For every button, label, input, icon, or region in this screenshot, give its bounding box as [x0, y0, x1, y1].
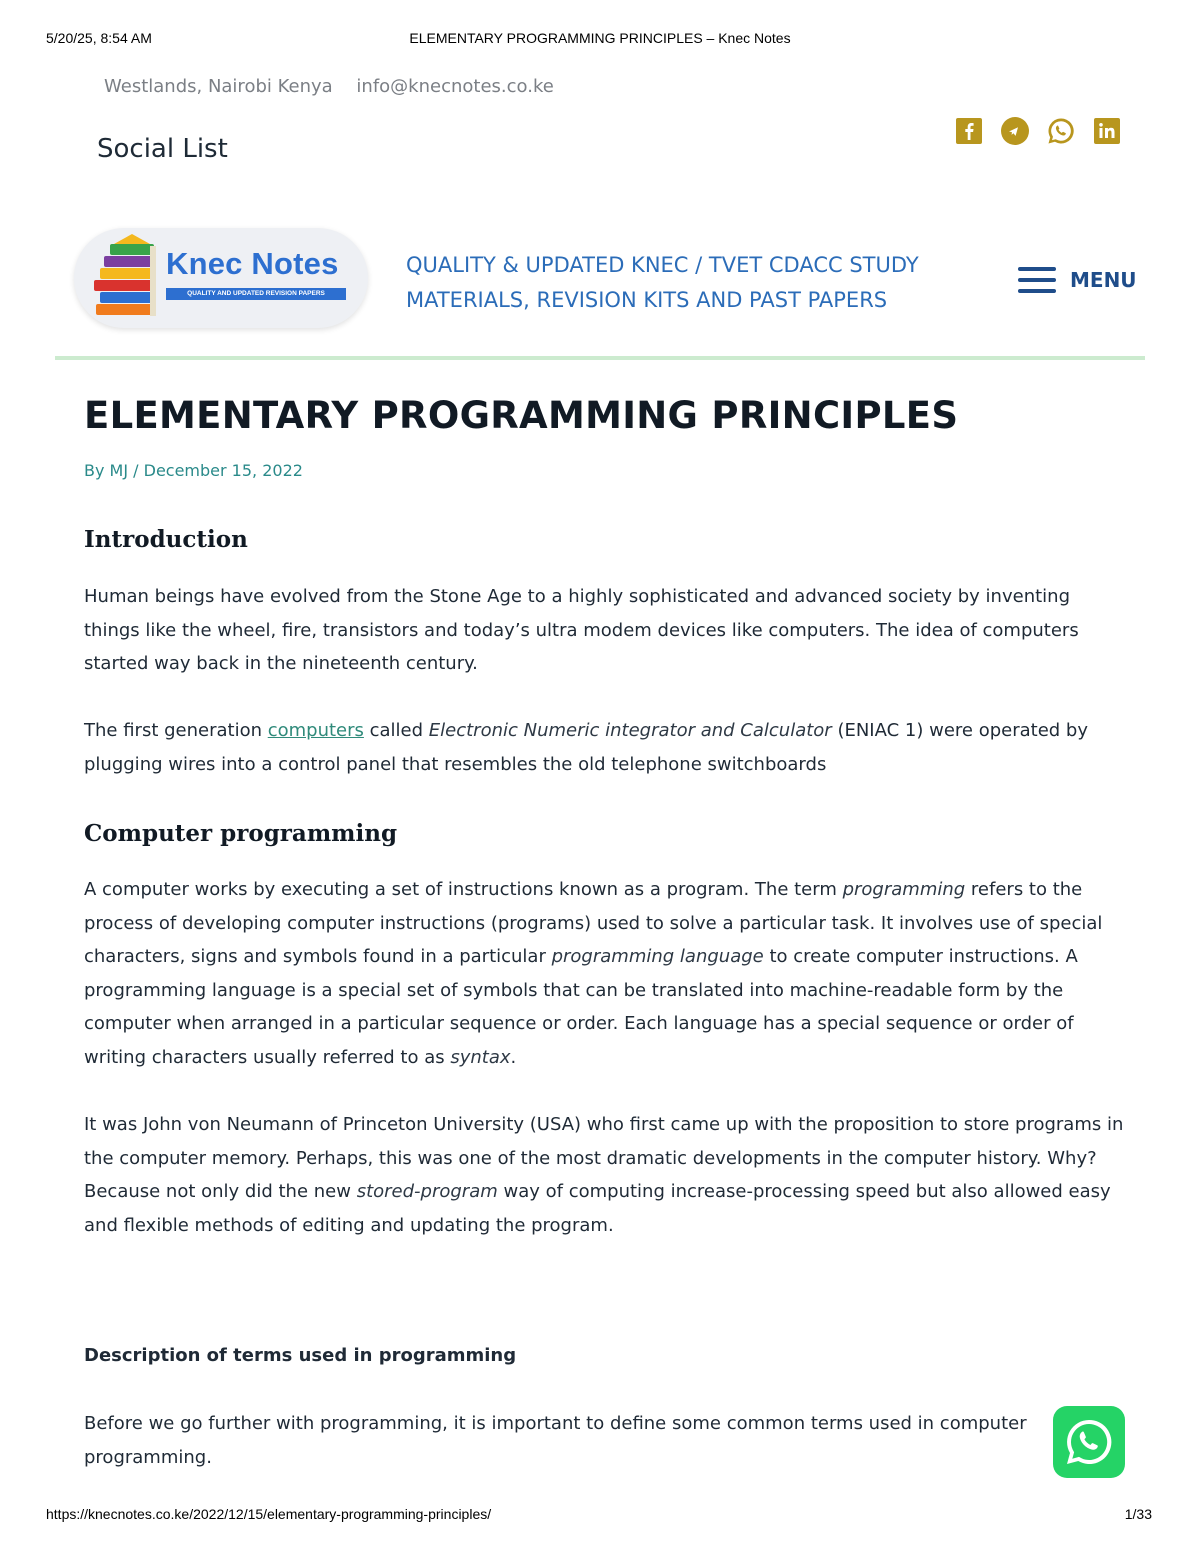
whatsapp-icon[interactable]	[1046, 116, 1076, 146]
text-fragment: to create computer instructions. A programming language is a special set of symbols that can be translated into machine-readable form by the computer when arranged in a particular sequence or order. Each language has a special sequence or order of writing characters usually referred to as	[84, 946, 1078, 1068]
whatsapp-float-icon	[1063, 1416, 1115, 1468]
emphasis-text: programming	[842, 879, 966, 900]
text-fragment: A computer works by executing a set of instructions known as a program. The term	[84, 879, 843, 900]
intro-heading: Introduction	[84, 526, 248, 553]
emphasis-text: programming language	[551, 946, 764, 968]
logo-name: Knec Notes	[166, 246, 339, 281]
header-divider	[55, 356, 1145, 360]
print-footer	[0, 1506, 1200, 1526]
print-datetime: 5/20/25, 8:54 AM	[46, 30, 152, 46]
text-fragment: way of computing increase-processing speed but also allowed easy and flexible methods of editing and updating the program.	[84, 1181, 1111, 1236]
programming-paragraph-2	[84, 1108, 1124, 1242]
programming-paragraph-1	[84, 873, 1124, 1075]
computers-link[interactable]: computers	[267, 720, 364, 741]
computer-programming-heading: Computer programming	[84, 820, 398, 847]
social-icons	[954, 116, 1122, 146]
text-fragment: .	[510, 1046, 517, 1068]
telegram-icon[interactable]	[1000, 116, 1030, 146]
terms-paragraph: Before we go further with programming, it is important to define some common terms used in computer programming.	[84, 1413, 1027, 1468]
hamburger-icon	[1018, 266, 1056, 294]
facebook-icon[interactable]	[954, 116, 984, 146]
linkedin-icon[interactable]	[1092, 116, 1122, 146]
social-list-title: Social List	[97, 134, 228, 164]
location-text: Westlands, Nairobi Kenya	[104, 76, 333, 97]
text-fragment: refers to the process of developing computer instructions (programs) used to solve a particular task. It involves use of special characters, signs and symbols found in a particular	[84, 879, 1103, 968]
intro-paragraph-2	[84, 714, 1124, 781]
site-logo[interactable]	[74, 228, 368, 328]
text-fragment: called	[363, 720, 429, 741]
print-page-number: 1/33	[1124, 1506, 1152, 1522]
whatsapp-chat-button[interactable]	[1053, 1406, 1125, 1478]
print-page-title: ELEMENTARY PROGRAMMING PRINCIPLES – Knec Notes	[409, 30, 791, 46]
menu-label: MENU	[1070, 268, 1137, 292]
emphasis-text: syntax	[450, 1046, 511, 1068]
text-fragment: It was John von Neumann of Princeton University (USA) who first came up with the proposition to store programs in the computer memory. Perhaps, this was one of the most dramatic developments in the computer history. Why? Because not only did the new	[84, 1114, 1124, 1203]
print-url: https://knecnotes.co.ke/2022/12/15/elementary-programming-principles/	[46, 1506, 492, 1522]
tagline-line-2: MATERIALS, REVISION KITS AND PAST PAPERS	[406, 288, 888, 312]
menu-toggle[interactable]	[1018, 266, 1137, 294]
emphasis-text: Electronic Numeric integrator and Calculator	[428, 720, 832, 741]
intro-paragraph-1: Human beings have evolved from the Stone Age to a highly sophisticated and advanced society by inventing things like the wheel, fire, transistors and today’s ultra modem devices like computers. The idea of computers started way back in the nineteenth century.	[84, 586, 1079, 675]
print-header	[0, 30, 1200, 50]
terms-heading: Description of terms used in programming	[84, 1345, 517, 1366]
site-tagline	[406, 248, 966, 318]
text-fragment: (ENIAC 1) were operated by plugging wires into a control panel that resembles the old telephone switchboards	[84, 720, 1088, 775]
books-logo-icon	[92, 232, 168, 324]
article-meta[interactable]: By MJ / December 15, 2022	[84, 461, 303, 480]
tagline-line-1: QUALITY & UPDATED KNEC / TVET CDACC STUDY	[406, 253, 919, 277]
email-link[interactable]: info@knecnotes.co.ke	[356, 76, 554, 97]
logo-tagline: QUALITY AND UPDATED REVISION PAPERS	[166, 288, 346, 300]
article-title: ELEMENTARY PROGRAMMING PRINCIPLES	[84, 394, 959, 437]
topbar	[104, 76, 572, 97]
emphasis-text: stored-program	[356, 1181, 498, 1203]
text-fragment: The first generation	[84, 720, 268, 741]
